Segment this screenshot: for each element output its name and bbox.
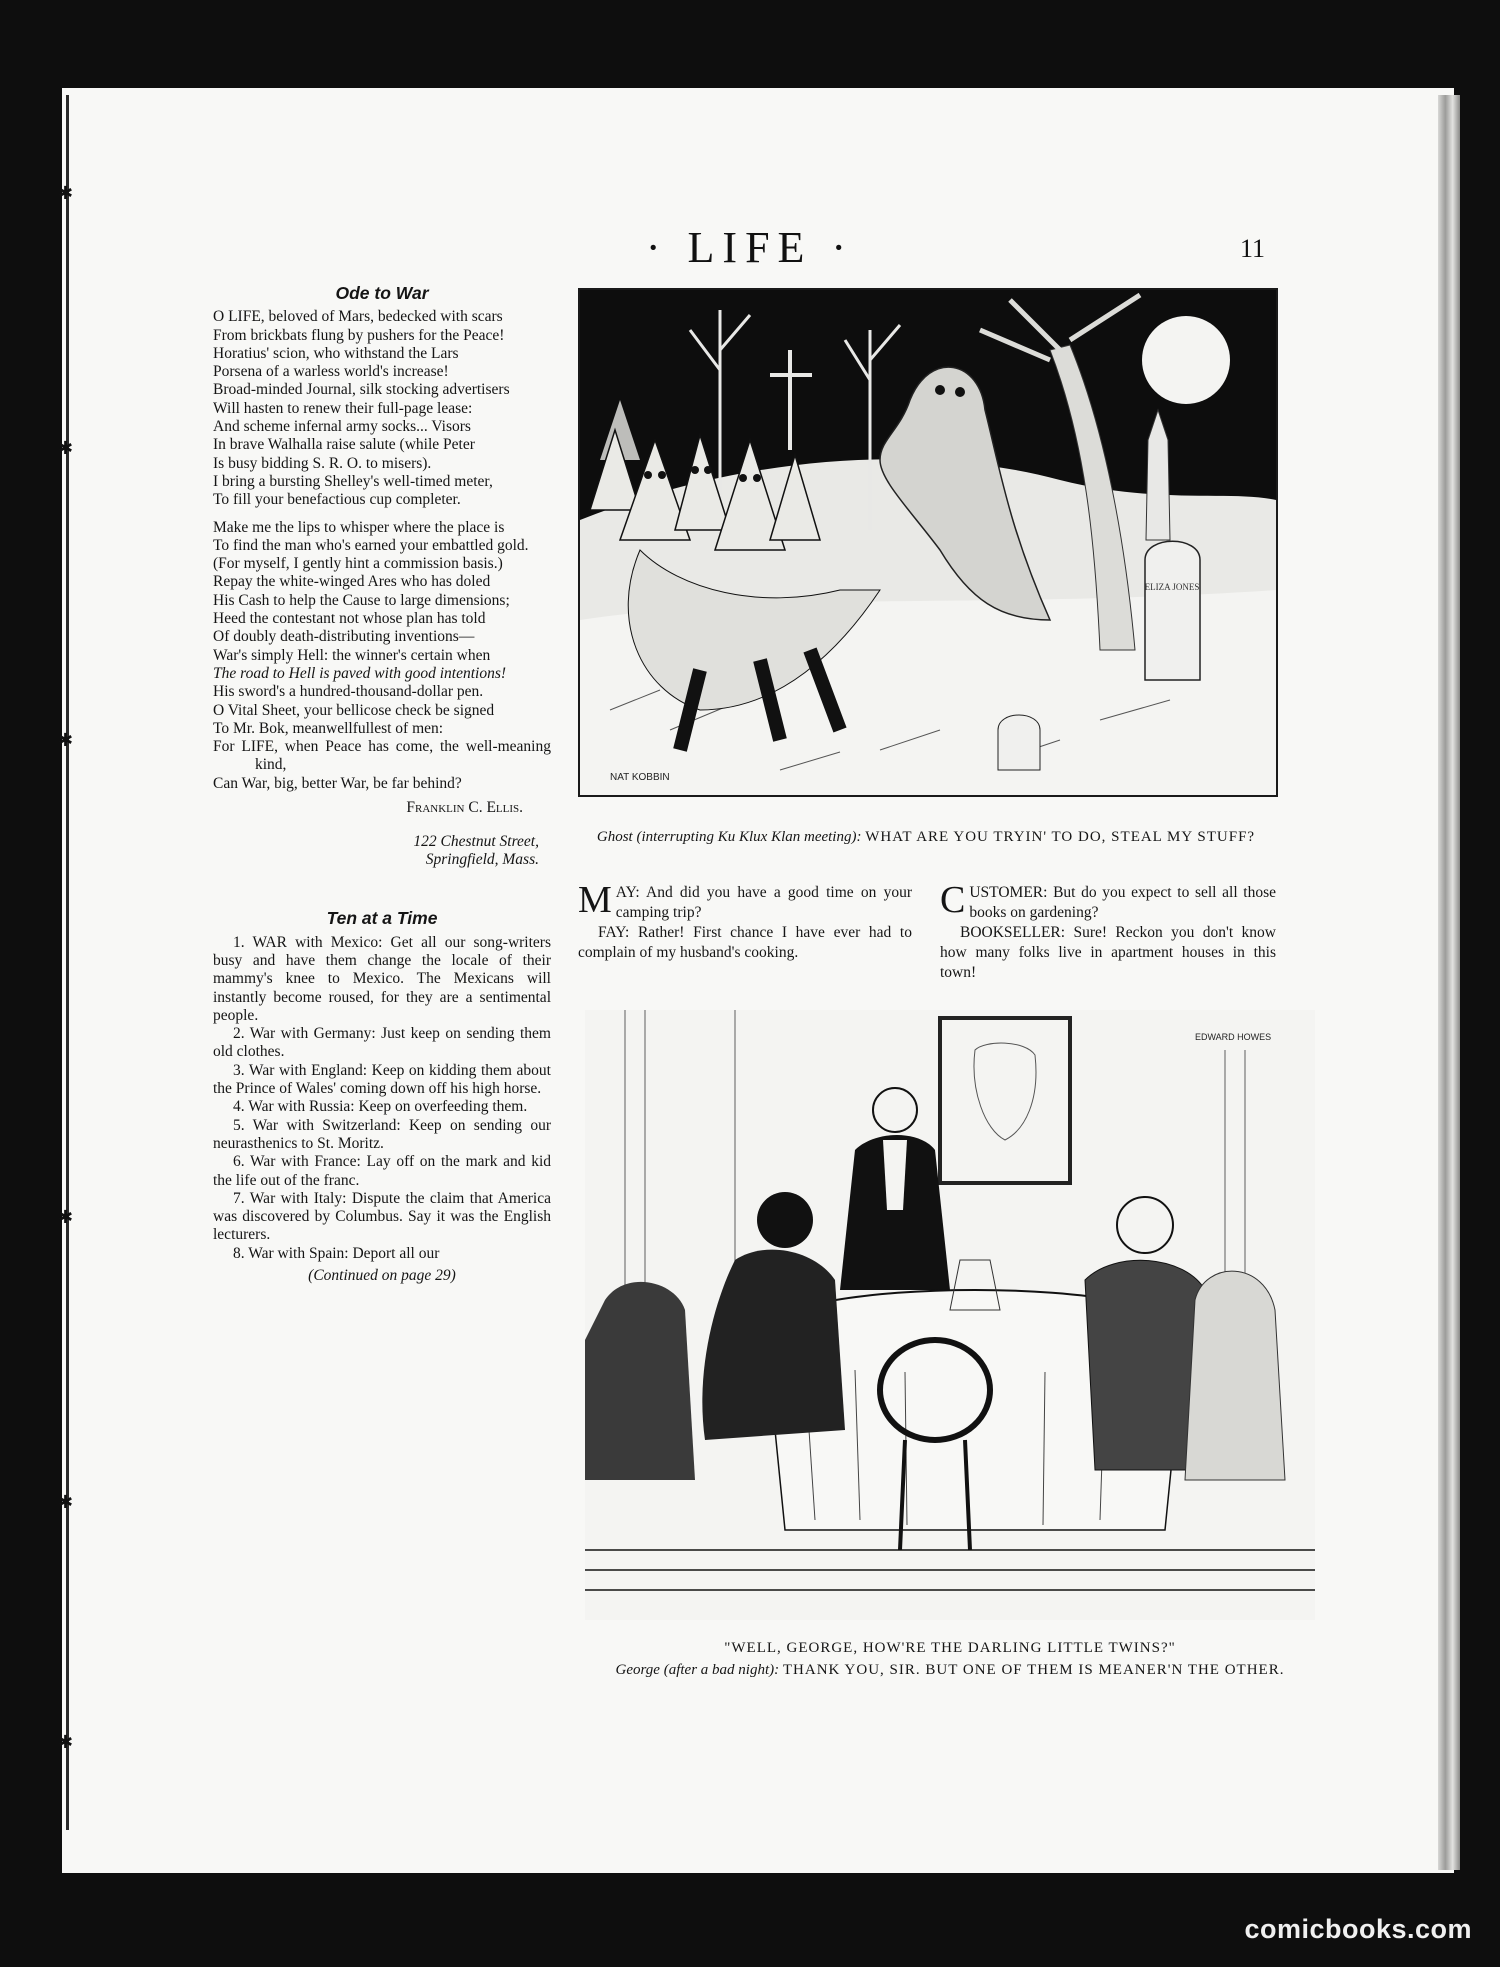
poem-line: His sword's a hundred-thousand-dollar pen. xyxy=(213,683,484,701)
continued-note: (Continued on page 29) xyxy=(308,1267,456,1285)
joke-text: USTOMER: But do you expect to sell all those books on gardening? xyxy=(969,884,1276,921)
joke-line: BOOKSELLER: Sure! Reckon you don't know how many folks live in apartment houses in this town! xyxy=(940,924,1276,981)
dinner-cartoon-caption xyxy=(585,1637,1315,1681)
binding-stitch: ✱ xyxy=(58,183,74,203)
tombstone-inscription: ELIZA JONES xyxy=(1144,582,1200,592)
list-item: 6. War with France: Lay off on the mark and kid the life out of the franc. xyxy=(213,1153,551,1189)
caption-line xyxy=(585,1659,1315,1681)
poem-line: To Mr. Bok, meanwellfullest of men: xyxy=(213,719,444,737)
poem-line: Make me the lips to whisper where the place is xyxy=(213,518,505,536)
caption-line: "WELL, GEORGE, HOW'RE THE DARLING LITTLE TWINS?" xyxy=(724,1640,1176,1656)
ghost-cartoon-illustration xyxy=(578,288,1278,797)
joke-line xyxy=(578,879,912,923)
caption-speaker: George xyxy=(615,1662,660,1678)
page-number: 11 xyxy=(1240,234,1266,263)
joke-customer-bookseller xyxy=(940,879,1276,983)
poem-line: In brave Walhalla raise salute (while Peter xyxy=(213,436,475,454)
caption-speaker: Ghost xyxy=(596,829,633,845)
poem-line: Broad-minded Journal, silk stocking advertisers xyxy=(213,381,510,399)
poem-line: To find the man who's earned your embattled gold. xyxy=(213,536,529,554)
list-item: 5. War with Switzerland: Keep on sending our neurasthenics to St. Moritz. xyxy=(213,1116,551,1152)
drop-cap: M xyxy=(578,879,612,921)
caption-quote: WHAT ARE YOU TRYIN' TO DO, STEAL MY STUFF? xyxy=(865,829,1256,845)
poem-line: War's simply Hell: the winner's certain when xyxy=(213,646,491,664)
site-watermark: comicbooks.com xyxy=(1244,1914,1472,1944)
list-item: 4. War with Russia: Keep on overfeeding them. xyxy=(233,1098,528,1116)
poem-line: Can War, big, better War, be far behind? xyxy=(213,774,462,792)
poem-line: And scheme infernal army socks... Visors xyxy=(213,418,471,436)
section-title: Ten at a Time xyxy=(326,908,438,929)
poem-line: To fill your benefactious cup completer. xyxy=(213,491,461,509)
poem-line: O LIFE, beloved of Mars, bedecked with scars xyxy=(213,308,503,326)
caption-context: (interrupting Ku Klux Klan meeting): xyxy=(636,829,862,845)
artist-signature: EDWARD HOWES xyxy=(1195,1032,1272,1042)
poem-line: Heed the contestant not whose plan has told xyxy=(213,610,486,628)
dinner-cartoon-illustration xyxy=(585,1010,1315,1620)
caption-quote: THANK YOU, SIR. BUT ONE OF THEM IS MEANER'N THE OTHER. xyxy=(782,1662,1285,1678)
poem-line: Horatius' scion, who withstand the Lars xyxy=(213,344,459,362)
moon-icon xyxy=(1142,316,1230,404)
masthead-title: · LIFE · xyxy=(645,223,855,272)
poem-line: Is busy bidding S. R. O. to misers). xyxy=(213,454,432,472)
binding-stitch: ✱ xyxy=(58,1207,74,1227)
binding-stitch: ✱ xyxy=(58,438,74,458)
binding-rule xyxy=(66,95,69,1830)
left-text-column xyxy=(213,284,551,1301)
poem-author-city: Springfield, Mass. xyxy=(425,851,539,869)
list-item: 7. War with Italy: Dispute the claim that America was discovered by Columbus. Say it was the English lecturers. xyxy=(213,1189,551,1244)
list-item: 1. WAR with Mexico: Get all our song-writers busy and have them change the locale of their mammy's knee to Mexico. The Mexicans will instantly become roused, for they are a sentimental people. xyxy=(213,933,551,1024)
poem-line: His Cash to help the Cause to large dimensions; xyxy=(213,591,510,609)
joke-line xyxy=(940,879,1276,923)
list-item: 8. War with Spain: Deport all our xyxy=(233,1244,440,1262)
list-item: 3. War with England: Keep on kidding them about the Prince of Wales' coming down off his high horse. xyxy=(213,1061,551,1098)
poem-line: Porsena of a warless world's increase! xyxy=(213,363,449,381)
poem-line: Repay the white-winged Ares who has doled xyxy=(213,573,491,591)
poem-author-address: 122 Chestnut Street, xyxy=(413,832,539,850)
ghost-cartoon-drawing xyxy=(580,290,1276,795)
binding-stitch: ✱ xyxy=(58,730,74,750)
ghost-cartoon-caption xyxy=(578,826,1274,848)
poem-line: The road to Hell is paved with good intentions! xyxy=(213,664,507,682)
joke-text: AY: And did you have a good time on your camping trip? xyxy=(615,884,912,921)
poem-line: Will hasten to renew their full-page lease: xyxy=(213,399,473,417)
drop-cap: C xyxy=(940,879,966,921)
poem-line: For LIFE, when Peace has come, the well-meaning kind, xyxy=(213,738,551,774)
poem-line: Of doubly death-distributing inventions— xyxy=(213,628,475,646)
poem-line: I bring a bursting Shelley's well-timed meter, xyxy=(213,472,493,490)
dinner-cartoon-drawing xyxy=(585,1010,1315,1620)
poem-line: O Vital Sheet, your bellicose check be signed xyxy=(213,701,495,719)
list-item: 2. War with Germany: Just keep on sending them old clothes. xyxy=(213,1025,551,1061)
binding-stitch: ✱ xyxy=(58,1492,74,1512)
poem-line: From brickbats flung by pushers for the Peace! xyxy=(213,326,505,344)
binding-stitch: ✱ xyxy=(58,1732,74,1752)
poem-title: Ode to War xyxy=(335,283,429,303)
joke-may-fay xyxy=(578,879,912,963)
poem-author: Franklin C. Ellis. xyxy=(406,799,523,817)
page-edge xyxy=(1438,95,1460,1870)
artist-signature: NAT KOBBIN xyxy=(610,772,670,783)
caption-context: (after a bad night): xyxy=(663,1662,780,1678)
joke-line: FAY: Rather! First chance I have ever had to complain of my husband's cooking. xyxy=(578,924,912,961)
poem-line: (For myself, I gently hint a commission basis.) xyxy=(213,555,503,573)
